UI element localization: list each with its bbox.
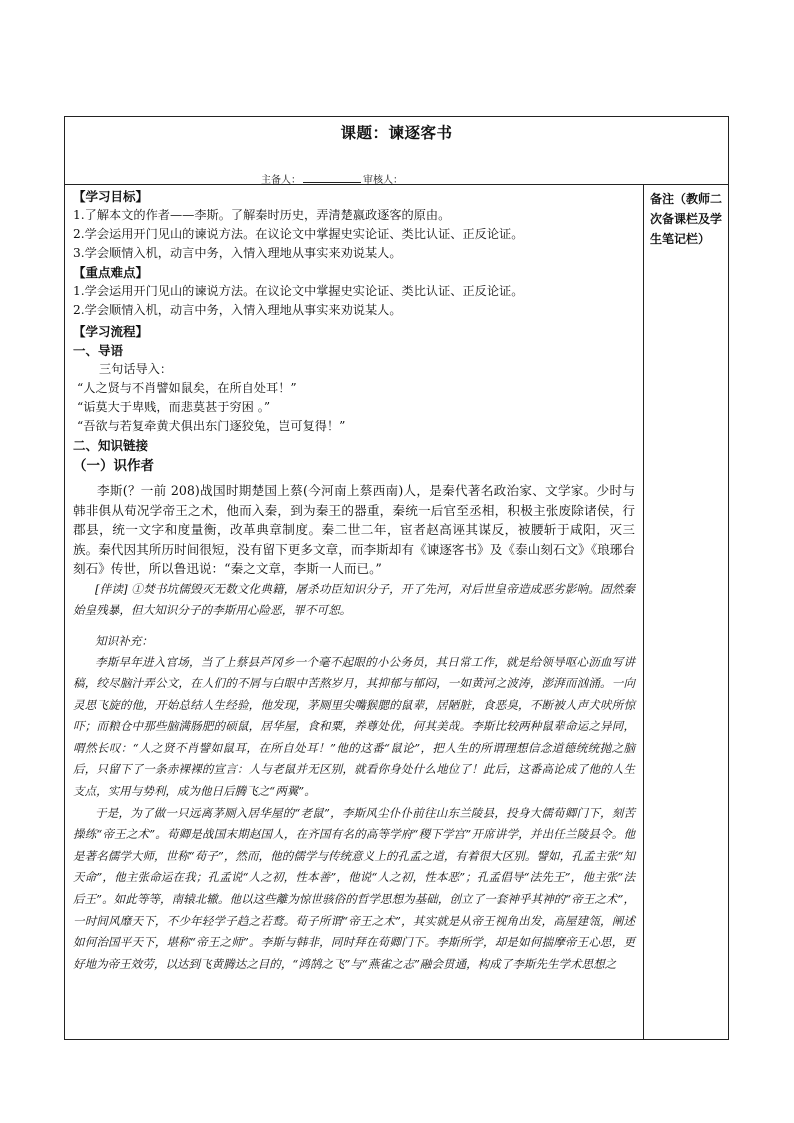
notes-column [645, 185, 730, 249]
intro-quote: “人之贤与不肖譬如鼠矣，在所自处耳！” [77, 381, 297, 395]
lesson-plan-table [64, 116, 729, 1040]
title-row [65, 117, 728, 185]
goals-heading: 【学习目标】 [73, 189, 149, 204]
supplement-heading: 知识补充： [95, 633, 153, 648]
knowledge-heading: 二、知识链接 [73, 438, 149, 453]
keypoints-heading: 【重点难点】 [73, 265, 149, 280]
preparer-blank [303, 174, 361, 183]
intro-subheading: 三句话导入： [99, 362, 173, 376]
main-content-cell [65, 185, 644, 1039]
keypoint-item: 2.学会顺情入机，动言中务，入情入理地从事实来劝说某人。 [73, 303, 402, 317]
author-biography: 李斯(？一前 208)战国时期楚国上蔡(今河南上蔡西南)人，是秦代著名政治家、文学家。少时与韩非俱从荀况学帝王之术，他而入秦，到为秦王的器重，秦统一后官至丞相，积极主张废除诸侯，行郡县，统一文字和度量衡，改革典章制度。秦二世二年，宦者赵高诬其谋反，被腰斩于咸阳，灭三族。秦代因其所历时间很短，没有留下更多文章，而李斯却有《谏逐客书》及《泰山刻石文》《琅琊台刻石》传世，所以鲁迅说：“秦之文章，李斯一人而已。” [73, 483, 635, 576]
page-title: 课题：谏逐客书 [340, 123, 453, 142]
reviewer-label: 审核人： [363, 175, 403, 186]
author-heading: （一）识作者 [73, 458, 154, 474]
preparer-label: 主备人： [261, 175, 301, 186]
keypoint-item: 1.学会运用开门见山的谏说方法。在议论文中掌握史实论证、类比认证、正反论证。 [73, 284, 524, 298]
intro-quote: “吾欲与若复牵黄犬俱出东门逐狡兔，岂可复得！” [77, 419, 346, 433]
intro-quote: “诟莫大于卑贱，而悲莫甚于穷困 。” [77, 400, 271, 414]
notes-column-label: 备注（教师二次备课栏及学生笔记栏） [650, 192, 723, 246]
goal-item: 3.学会顺情入机，动言中务，入情入理地从事实来劝说某人。 [73, 246, 402, 260]
preparer-line [261, 171, 403, 186]
supplement-paragraph: 李斯早年进入官场，当了上蔡县芦冈乡一个毫不起眼的小公务员，其日常工作，就是给领导呕心沥血写讲稿，绞尽脑汁弄公文，在人们的不屑与白眼中苦熬岁月，其抑郁与郁闷，一如黄河之波涛，澎湃而汹涌。一向灵思飞旋的他，开始总结人生经验，他发现，茅厕里尖嘴猴腮的鼠辈，居陋脏，食恶臭，不断被人声犬吠所惊吓；而粮仓中那些脑满肠肥的硕鼠，居华屋，食和粟，养尊处优，何其美哉。李斯比较两种鼠辈命运之异同，喟然长叹：“人之贤不肖譬如鼠耳，在所自处耳！”他的这番“鼠论”，把人生的所谓理想信念道德统统抛之脑后，只留下了一条赤裸裸的宣言：人与老鼠并无区别，就看你身处什么地位了！此后，这番高论成了他的人生支点，实用与势利，成为他日后腾飞之“两翼”。 [73, 654, 635, 799]
intro-heading: 一、导语 [73, 343, 124, 358]
process-heading: 【学习流程】 [73, 324, 149, 339]
spacer [73, 621, 635, 631]
supplement-paragraph: 于是，为了做一只远离茅厕入居华屋的“老鼠”，李斯风尘仆仆前往山东兰陵县，投身大儒荀卿门下，刻苦操练“帝王之术”。荀卿是战国末期赵国人，在齐国有名的高等学府“稷下学宫”开席讲学，并出任兰陵县令。他是著名儒学大师，世称“荀子”，然而，他的儒学与传统意义上的孔孟之道，有着很大区别。譬如，孔孟主张“知天命”，他主张命运在我；孔孟说“人之初，性本善”，他说“人之初，性本恶”；孔孟倡导“法先王”，他主张“法后王”。如此等等，南辕北辙。他以这些離为惊世骇俗的哲学思想为基础，创立了一套神乎其神的“帝王之术”，一时间风靡天下，不少年轻学子趋之若鹜。荀子所谓“帝王之术”，其实就是从帝王视角出发，高屋建瓴，阐述如何治国平天下，堪称“帝王之师”。李斯与韩非，同时拜在荀卿门下。李斯所学，却是如何揣摩帝王心思，更好地为帝王效劳，以达到飞黄腾达之目的，“鸿鹄之飞”与“燕雀之志”融会贯通，构成了李斯先生学术思想之 [73, 805, 635, 971]
goal-item: 2.学会运用开门见山的谏说方法。在议论文中掌握史实论证、类比认证、正反论证。 [73, 227, 524, 241]
reading-comment: [伴读] ①焚书坑儒毁灭无数文化典籍，屠杀功臣知识分子，开了先河，对后世皇帝造成恶劣影响。固然秦始皇残暴，但大知识分子的李斯用心险恶，罪不可恕。 [73, 581, 635, 617]
goal-item: 1.了解本文的作者——李斯。了解秦时历史，弄清楚嬴政逐客的原由。 [73, 208, 451, 222]
